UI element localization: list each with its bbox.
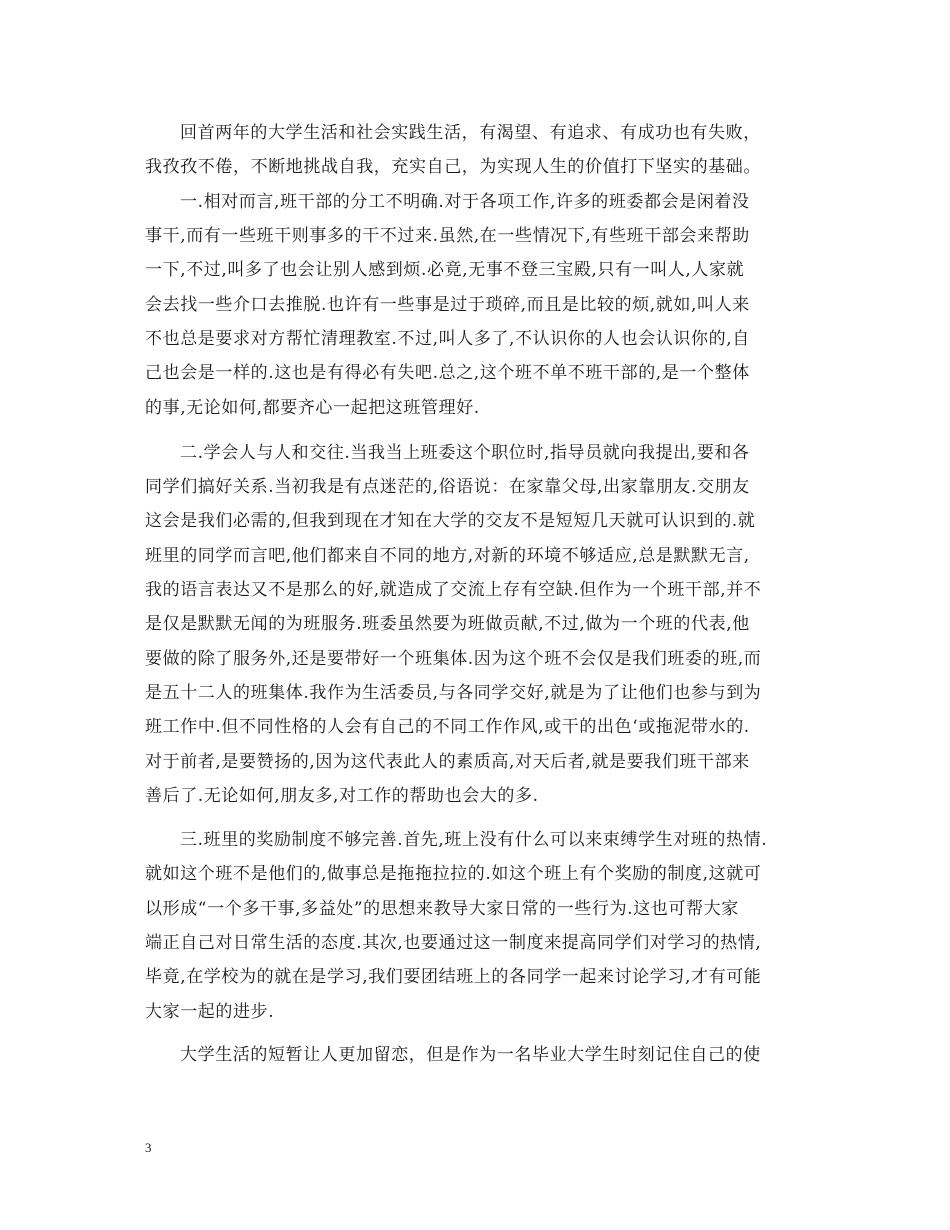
paragraph-line: 是五十二人的班集体.我作为生活委员,与各同学交好,就是为了让他们也参与到为 xyxy=(145,683,762,703)
paragraph-line: 会去找一些介口去推脱.也许有一些事是过于琐碎,而且是比较的烦,就如,叫人来 xyxy=(145,295,750,315)
paragraph-line: 对于前者,是要赞扬的,因为这代表此人的素质高,对天后者,就是要我们班干部来 xyxy=(145,752,750,772)
paragraph-line: 这会是我们必需的,但我到现在才知在大学的交友不是短短几天就可认识到的.就 xyxy=(145,511,756,531)
paragraph-line: 一.相对而言,班干部的分工不明确.对于各项工作,许多的班委都会是闲着没 xyxy=(180,192,750,212)
paragraph-line: 就如这个班不是他们的,做事总是拖拖拉拉的.如这个班上有个奖励的制度,这就可 xyxy=(145,864,762,884)
paragraph-line: 我的语言表达又不是那么的好,就造成了交流上存有空缺.但作为一个班干部,并不 xyxy=(145,580,762,600)
paragraph-line: 是仅是默默无闻的为班服务.班委虽然要为班做贡献,不过,做为一个班的代表,他 xyxy=(145,614,750,634)
paragraph-line: 端正自己对日常生活的态度.其次,也要通过这一制度来提高同学们对学习的热情, xyxy=(145,933,762,953)
paragraph-line: 不也总是要求对方帮忙清理教室.不过,叫人多了,不认识你的人也会认识你的,自 xyxy=(145,329,750,349)
paragraph-line: 我孜孜不倦，不断地挑战自我，充实自己，为实现人生的价值打下坚实的基础。 xyxy=(145,157,761,177)
paragraph-line: 同学们搞好关系.当初我是有点迷茫的,俗语说：在家靠父母,出家靠朋友.交朋友 xyxy=(145,477,750,497)
paragraph-line: 的事,无论如何,都要齐心一起把这班管理好. xyxy=(145,398,480,418)
paragraph-line: 大家一起的进步. xyxy=(145,1002,275,1022)
paragraph-line: 回首两年的大学生活和社会实践生活，有渴望、有追求、有成功也有失败， xyxy=(180,123,761,143)
paragraph-line: 班里的同学而言吧,他们都来自不同的地方,对新的环境不够适应,总是默默无言, xyxy=(145,546,750,566)
paragraph-line: 毕竟,在学校为的就在是学习,我们要团结班上的各同学一起来讨论学习,才有可能 xyxy=(145,967,762,987)
paragraph-line: 己也会是一样的.这也是有得必有失吧.总之,这个班不单不班干部的,是一个整体 xyxy=(145,363,750,383)
paragraph-line: 以形成“一个多干事,多益处”的思想来教导大家日常的一些行为.这也可帮大家 xyxy=(145,899,739,919)
paragraph-line: 大学生活的短暂让人更加留恋，但是作为一名毕业大学生时刻记住自己的使 xyxy=(180,1045,761,1065)
paragraph-line: 善后了.无论如何,朋友多,对工作的帮助也会大的多. xyxy=(145,786,539,806)
paragraph-line: 二.学会人与人和交往.当我当上班委这个职位时,指导员就向我提出,要和各 xyxy=(180,443,750,463)
paragraph-line: 三.班里的奖励制度不够完善.首先,班上没有什么可以来束缚学生对班的热情. xyxy=(180,830,768,850)
paragraph-line: 要做的除了服务外,还是要带好一个班集体.因为这个班不会仅是我们班委的班,而 xyxy=(145,649,762,669)
paragraph-line: 一下,不过,叫多了也会让别人感到烦.必竟,无事不登三宝殿,只有一叫人,人家就 xyxy=(145,260,745,280)
page-number: 3 xyxy=(145,1140,152,1155)
paragraph-line: 事干,而有一些班干则事多的干不过来.虽然,在一些情况下,有些班干部会来帮助 xyxy=(145,226,750,246)
paragraph-line: 班工作中.但不同性格的人会有自己的不同工作作风,或干的出色‘或拖泥带水的. xyxy=(145,717,750,737)
